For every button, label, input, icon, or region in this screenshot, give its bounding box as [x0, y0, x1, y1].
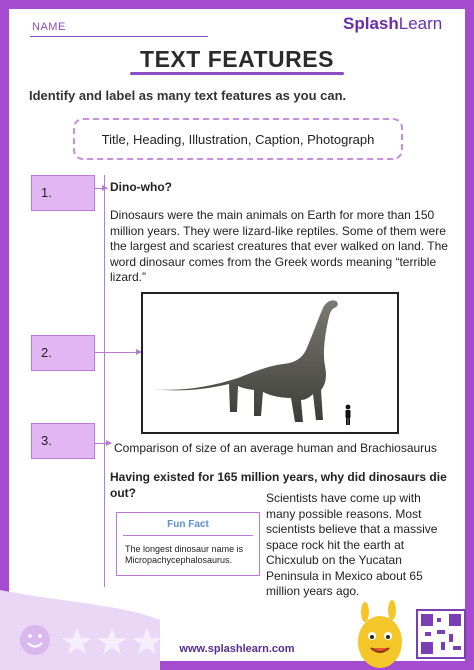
footer-url[interactable]: www.splashlearn.com — [179, 643, 295, 655]
footer-decoration — [0, 590, 474, 670]
label-box-3[interactable]: 3. — [31, 423, 95, 459]
paragraph-2: Scientists have come up with many possible reasons. Most scientists believe that a massive space rock hit the earth at Chicxulub on the Yucatan Peninsula in Mexico about 65 million years ago. — [266, 491, 438, 598]
splashlearn-logo — [343, 14, 442, 34]
name-line[interactable] — [30, 36, 208, 37]
fun-fact-text: The longest dinosaur name is Micropachycephalosaurus. — [125, 544, 244, 565]
title-underline — [130, 72, 344, 75]
logo-light-text: Learn — [398, 14, 443, 33]
dinosaur-photograph — [141, 292, 399, 434]
label-box-1[interactable]: 1. — [31, 175, 95, 211]
label-box-2[interactable]: 2. — [31, 335, 95, 371]
fun-fact-title: Fun Fact — [167, 519, 209, 530]
mascot-icon — [358, 600, 402, 668]
paragraph-1: Dinosaurs were the main animals on Earth for more than 150 million years. They were lizard-like reptiles. Some of them were the largest and scariest creatures that ever walked on land. The word dinosaur comes from the Greek words meaning “terrible lizard.” — [110, 208, 448, 284]
fun-fact-box — [116, 512, 260, 576]
arrow-1 — [95, 188, 107, 189]
arrow-2 — [95, 352, 141, 353]
dinosaur-illustration — [143, 294, 397, 432]
arrow-3 — [95, 443, 111, 444]
name-label: NAME — [32, 21, 66, 33]
page-title: TEXT FEATURES — [140, 46, 334, 72]
brachiosaurus-shape — [153, 300, 338, 422]
fun-fact-divider — [123, 535, 253, 536]
section-heading-1: Dino-who? — [110, 180, 172, 194]
word-bank-text: Title, Heading, Illustration, Caption, Photograph — [101, 131, 375, 147]
guide-line — [104, 175, 105, 587]
human-silhouette-icon — [346, 405, 351, 425]
logo-bold-text: Splash — [343, 14, 399, 33]
word-bank — [73, 118, 403, 160]
section-heading-2: Having existed for 165 million years, why did dinosaurs die out? — [110, 470, 447, 500]
instruction-text: Identify and label as many text features as you can. — [29, 88, 347, 103]
photo-caption: Comparison of size of an average human and Brachiosaurus — [114, 441, 437, 455]
